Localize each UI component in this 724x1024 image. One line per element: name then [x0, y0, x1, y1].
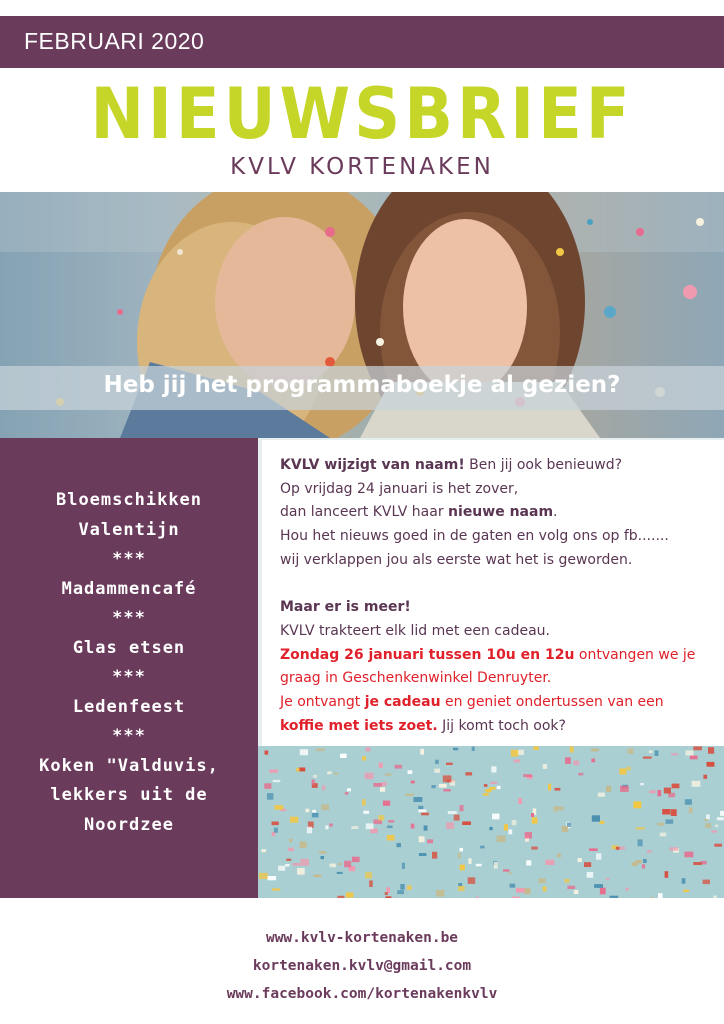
confetti-piece [525, 888, 531, 894]
confetti-piece [288, 848, 294, 852]
confetti-piece [531, 813, 534, 817]
confetti-piece [434, 769, 440, 773]
confetti-piece [703, 880, 710, 885]
confetti-piece [261, 849, 266, 852]
confetti-piece [643, 756, 652, 758]
confetti-piece [587, 872, 594, 878]
confetti-piece [657, 790, 661, 796]
confetti-piece [657, 823, 664, 826]
confetti-illustration [258, 746, 724, 898]
confetti-piece [594, 884, 603, 888]
programme-list [0, 486, 258, 840]
new-name-emphasis: nieuwe naam [448, 504, 554, 521]
programme-item: lekkers uit de [50, 785, 208, 805]
confetti-piece [462, 821, 471, 825]
confetti-piece [596, 853, 601, 859]
confetti-piece [643, 859, 647, 863]
confetti-piece [385, 892, 388, 895]
confetti-piece [562, 826, 568, 832]
article-text-span: ontvangen we je [574, 646, 696, 663]
confetti-piece [490, 782, 497, 784]
confetti-piece [598, 793, 605, 797]
confetti-piece [655, 750, 659, 756]
confetti-piece [707, 762, 715, 767]
confetti-piece [693, 746, 702, 750]
confetti-piece [557, 854, 561, 858]
confetti-piece [344, 861, 351, 868]
programme-item: Noordzee [84, 814, 174, 835]
confetti-piece [715, 825, 718, 827]
confetti-piece [684, 852, 693, 858]
confetti-piece [693, 862, 701, 865]
article-text-span: Ben jij ook benieuwd? [464, 457, 623, 473]
confetti-piece [662, 809, 670, 815]
confetti-piece [610, 896, 619, 898]
confetti-piece [312, 813, 319, 818]
confetti-photo [258, 746, 724, 898]
confetti-piece [666, 819, 674, 823]
confetti-piece [289, 839, 293, 843]
confetti-piece [565, 757, 571, 764]
confetti-piece [274, 828, 278, 833]
confetti-piece [446, 822, 454, 829]
confetti-piece [714, 844, 722, 847]
programme-item: Ledenfeest [72, 696, 186, 717]
confetti-piece [319, 851, 326, 854]
confetti-piece [476, 864, 482, 867]
confetti-piece [286, 859, 291, 861]
confetti-piece [532, 817, 538, 823]
article-line [280, 715, 720, 739]
confetti-piece [329, 824, 332, 827]
programme-separator: *** [112, 608, 146, 628]
article-line: graag in Geschenkenwinkel Denruyter. [280, 670, 552, 687]
confetti-piece [321, 804, 329, 810]
confetti-piece [458, 853, 461, 859]
confetti-piece [299, 768, 306, 772]
confetti-piece [632, 862, 638, 866]
confetti-piece [533, 747, 538, 750]
confetti-piece [720, 811, 724, 816]
confetti-piece [411, 824, 415, 829]
confetti-piece [386, 896, 392, 898]
confetti-piece [512, 897, 520, 899]
confetti-piece [453, 748, 458, 750]
confetti-piece [337, 872, 343, 874]
confetti-piece [370, 829, 378, 834]
confetti-piece [300, 842, 307, 849]
confetti-piece [671, 809, 677, 816]
confetti-piece [578, 858, 582, 862]
confetti-piece [265, 751, 269, 755]
paragraph-gap [280, 573, 720, 597]
confetti-piece [296, 768, 300, 772]
confetti-piece [573, 761, 579, 766]
confetti-piece [408, 770, 413, 774]
article-line [280, 691, 720, 715]
confetti-piece [366, 823, 374, 829]
confetti-piece [717, 817, 724, 820]
article-line [280, 454, 720, 478]
confetti-piece [670, 847, 679, 851]
gift-emphasis: je cadeau [364, 694, 441, 711]
confetti-piece [411, 781, 415, 784]
confetti-piece [460, 865, 465, 871]
confetti-piece [508, 872, 512, 874]
article-text-span: en geniet ondertussen van een [440, 694, 664, 711]
confetti-piece [591, 759, 595, 763]
confetti-piece [314, 875, 322, 878]
confetti-piece [343, 754, 347, 757]
confetti-piece [465, 772, 472, 775]
confetti-piece [419, 853, 427, 856]
confetti-piece [636, 827, 645, 829]
confetti-piece [703, 775, 707, 779]
article-line: wij verklappen jou als eerste wat het is geworden. [280, 551, 633, 568]
confetti-piece [405, 794, 414, 796]
confetti-piece [366, 747, 371, 751]
confetti-piece [285, 864, 290, 867]
confetti-piece [548, 784, 551, 791]
confetti-piece [369, 880, 373, 887]
confetti-piece [664, 788, 671, 794]
confetti-piece [516, 888, 525, 893]
confetti-piece [711, 830, 717, 832]
programme-panel [0, 438, 258, 898]
hero-photo [0, 192, 724, 438]
confetti-piece [682, 878, 686, 884]
confetti-piece [418, 809, 426, 812]
confetti-piece [312, 780, 315, 785]
confetti-piece [512, 820, 517, 825]
article-text-span: Jij komt toch ook? [437, 717, 566, 734]
issue-date: FEBRUARI 2020 [24, 28, 205, 54]
confetti-piece [485, 789, 491, 792]
confetti-piece [658, 893, 663, 898]
confetti-piece [379, 763, 383, 768]
confetti-piece [484, 784, 488, 787]
confetti-piece [395, 765, 403, 769]
confetti-piece [362, 799, 366, 805]
programme-item: Valentijn [78, 519, 180, 540]
confetti-piece [272, 888, 280, 890]
confetti-piece [378, 815, 384, 820]
article-text-span: . [553, 504, 558, 521]
confetti-piece [556, 807, 564, 811]
confetti-piece [511, 750, 518, 757]
programme-separator: *** [112, 549, 146, 569]
confetti-piece [274, 805, 283, 810]
confetti-piece [564, 879, 569, 883]
confetti-piece [543, 764, 547, 769]
confetti-piece [351, 826, 358, 829]
confetti-piece [649, 790, 655, 793]
confetti-piece [272, 822, 279, 826]
confetti-piece [365, 872, 372, 878]
confetti-piece [385, 773, 392, 775]
confetti-piece [387, 826, 393, 829]
confetti-piece [494, 862, 498, 869]
confetti-piece [589, 848, 598, 851]
confetti-piece [443, 775, 452, 782]
confetti-piece [510, 884, 516, 888]
confetti-piece [692, 781, 701, 787]
confetti-piece [352, 857, 360, 863]
confetti-piece [458, 886, 465, 891]
confetti-piece [685, 799, 692, 805]
confetti-piece [606, 786, 611, 792]
confetti-piece [591, 749, 599, 752]
confetti-piece [420, 749, 424, 755]
programme-item: Koken "Valduvis, [39, 755, 219, 776]
confetti-piece [419, 836, 425, 842]
confetti-piece [555, 788, 561, 791]
confetti-piece [338, 863, 342, 865]
confetti-piece [402, 863, 405, 869]
confetti-piece [322, 785, 325, 790]
confetti-piece [616, 847, 620, 850]
confetti-piece [388, 820, 394, 822]
confetti-piece [600, 888, 606, 895]
confetti-piece [365, 773, 374, 780]
confetti-piece [518, 798, 522, 804]
confetti-piece [383, 801, 390, 806]
confetti-piece [660, 833, 667, 837]
confetti-piece [578, 773, 583, 776]
confetti-piece [704, 819, 707, 821]
confetti-piece [267, 793, 273, 800]
confetti-piece [570, 746, 574, 752]
confetti-piece [362, 756, 366, 760]
article-text [280, 454, 720, 738]
confetti-piece [432, 852, 437, 859]
confetti-piece [460, 805, 464, 811]
confetti-piece [267, 876, 276, 880]
article-line [280, 501, 720, 525]
facebook-link[interactable]: www.facebook.com/kortenakenkvlv [226, 986, 498, 1002]
confetti-piece [606, 878, 610, 880]
confetti-piece [387, 835, 395, 841]
confetti-piece [439, 784, 447, 788]
programme-separator: *** [112, 726, 146, 746]
confetti-piece [628, 748, 634, 754]
confetti-piece [480, 846, 485, 849]
confetti-piece [620, 786, 629, 792]
confetti-piece [638, 839, 643, 846]
confetti-piece [599, 821, 604, 824]
confetti-piece [619, 769, 626, 775]
confetti-piece [407, 885, 412, 890]
confetti-piece [321, 856, 325, 859]
confetti-piece [706, 814, 710, 819]
confetti-piece [307, 827, 312, 834]
article-text-span: dan lanceert KVLV haar [280, 504, 449, 521]
confetti-piece [436, 890, 444, 897]
confetti-piece [312, 810, 316, 813]
date-bar [0, 16, 724, 68]
programme-item: Madammencafé [61, 578, 197, 599]
confetti-piece [492, 814, 500, 820]
confetti-piece [414, 797, 423, 802]
confetti-piece [381, 782, 387, 786]
coffee-emphasis: koffie met iets zoet. [280, 717, 438, 734]
confetti-piece [626, 767, 630, 771]
confetti-piece [269, 770, 277, 773]
confetti-piece [625, 888, 629, 891]
confetti-piece [525, 832, 532, 838]
confetti-piece [508, 829, 512, 834]
confetti-piece [491, 766, 496, 772]
programme-banner [0, 366, 724, 410]
email-link[interactable]: kortenaken.kvlv@gmail.com [252, 958, 472, 974]
confetti-piece [443, 789, 451, 791]
confetti-piece [543, 886, 547, 891]
confetti-piece [424, 825, 428, 830]
confetti-piece [483, 793, 489, 796]
confetti-piece [259, 873, 268, 879]
confetti-piece [330, 864, 336, 868]
confetti-piece [476, 897, 479, 898]
confetti-piece [567, 886, 575, 889]
confetti-piece [380, 787, 385, 792]
confetti-piece [418, 806, 423, 809]
contact-footer [0, 924, 724, 1008]
confetti-piece [672, 784, 680, 789]
confetti-piece [574, 890, 579, 894]
confetti-piece [278, 866, 285, 871]
confetti-piece [523, 774, 532, 777]
confetti-piece [539, 878, 546, 883]
confetti-piece [713, 896, 717, 899]
name-change-heading: KVLV wijzigt van naam! [280, 457, 465, 473]
programme-item: Bloemschikken [55, 490, 203, 510]
confetti-piece [454, 815, 460, 821]
confetti-piece [446, 763, 453, 765]
confetti-piece [647, 850, 652, 852]
confetti-piece [683, 890, 689, 892]
confetti-piece [347, 788, 351, 791]
confetti-piece [264, 783, 271, 789]
confetti-piece [545, 860, 554, 865]
confetti-piece [690, 756, 698, 760]
article-line: Hou het nieuws goed in de gaten en volg ons op fb....... [280, 528, 669, 545]
confetti-piece [526, 860, 531, 865]
newsletter-title: NIEUWSBRIEF [90, 74, 634, 156]
confetti-piece [325, 826, 328, 830]
more-heading: Maar er is meer! [280, 599, 411, 616]
confetti-piece [671, 753, 678, 755]
article-line: KVLV trakteert elk lid met een cadeau. [280, 622, 550, 639]
confetti-piece [397, 890, 404, 894]
confetti-piece [460, 848, 464, 852]
organization-name: KVLV KORTENAKEN [230, 154, 494, 180]
confetti-piece [642, 864, 645, 868]
confetti-piece [273, 780, 281, 782]
confetti-piece [297, 868, 305, 875]
confetti-piece [400, 884, 404, 890]
confetti-piece [448, 811, 457, 814]
confetti-piece [633, 801, 641, 808]
programme-banner-text: Heb jij het programmaboekje al gezien? [103, 372, 621, 398]
confetti-piece [316, 748, 325, 751]
confetti-piece [334, 773, 339, 775]
confetti-piece [345, 792, 349, 794]
confetti-piece [708, 747, 714, 754]
article-text-span: Je ontvangt [280, 694, 365, 711]
confetti-piece [497, 786, 501, 789]
confetti-piece [584, 862, 591, 867]
confetti-piece [346, 892, 354, 897]
confetti-piece [306, 809, 310, 813]
confetti-piece [427, 839, 433, 843]
confetti-piece [497, 835, 506, 842]
confetti-piece [705, 823, 711, 828]
programme-separator: *** [112, 667, 146, 687]
confetti-piece [293, 863, 301, 866]
confetti-piece [421, 813, 429, 816]
programme-item: Glas etsen [72, 637, 186, 658]
confetti-piece [468, 858, 471, 864]
confetti-piece [640, 783, 644, 785]
confetti-piece [468, 877, 476, 884]
confetti-piece [374, 783, 382, 787]
confetti-piece [686, 750, 694, 755]
confetti-piece [472, 747, 475, 751]
confetti-piece [665, 871, 669, 878]
confetti-piece [435, 760, 439, 764]
confetti-piece [650, 897, 654, 898]
article-line [280, 644, 720, 668]
confetti-piece [290, 817, 298, 823]
confetti-piece [592, 815, 600, 821]
confetti-piece [689, 807, 693, 813]
confetti-piece [531, 847, 537, 850]
confetti-piece [431, 785, 435, 788]
confetti-piece [327, 771, 332, 774]
article-line: Op vrijdag 24 januari is het zover, [280, 480, 519, 497]
confetti-piece [504, 824, 508, 830]
confetti-piece [514, 760, 521, 763]
confetti-piece [313, 775, 317, 778]
confetti-piece [397, 843, 402, 847]
confetti-piece [300, 749, 308, 755]
confetti-piece [649, 751, 653, 753]
confetti-piece [489, 827, 492, 830]
confetti-piece [363, 811, 369, 814]
confetti-piece [300, 859, 309, 866]
event-datetime: Zondag 26 januari tussen 10u en 12u [280, 646, 575, 663]
website-link[interactable]: www.kvlv-kortenaken.be [265, 930, 459, 946]
confetti-piece [337, 896, 344, 898]
confetti-piece [503, 869, 510, 871]
